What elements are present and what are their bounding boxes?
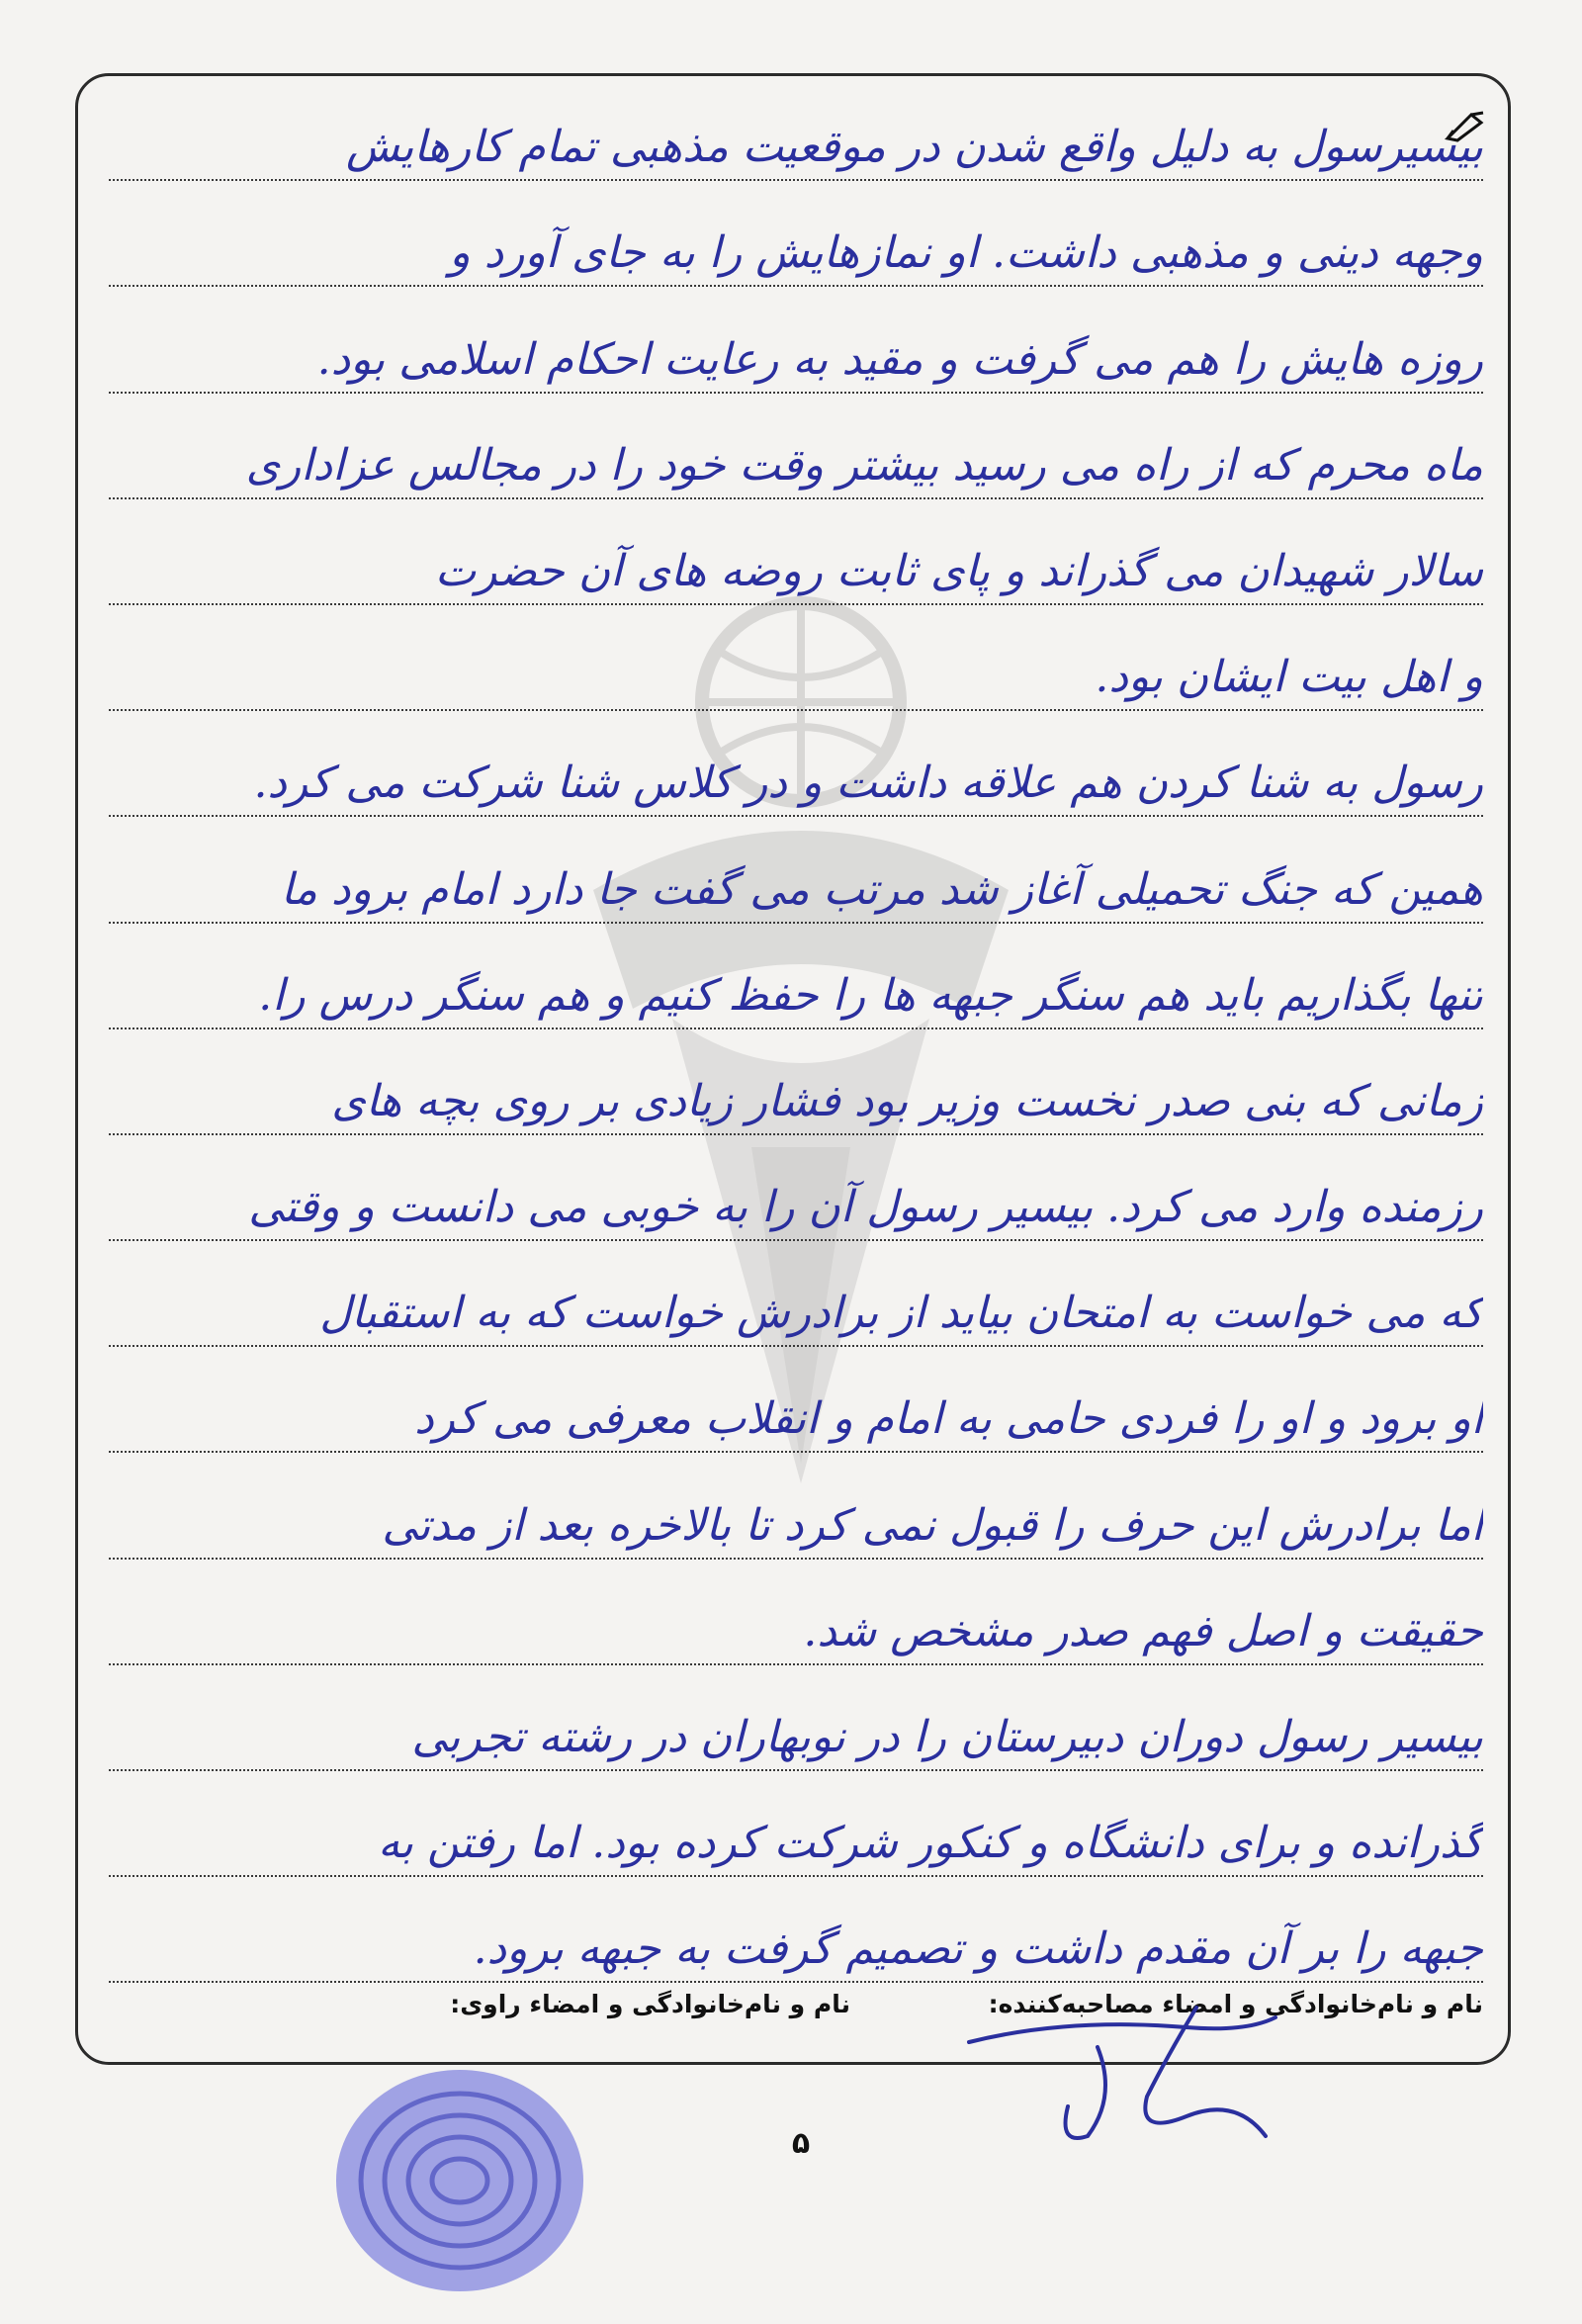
narrator-signature-label: نام و نام‌خانوادگی و امضاء راوی: [450, 1990, 850, 2018]
handwritten-text: همین که جنگ تحمیلی آغاز شد مرتب می گفت جا دارد امام برود ما [280, 863, 1483, 915]
handwritten-text: وجهه دینی و مذهبی داشت. او نمازهایش را به جای آورد و [449, 227, 1483, 279]
handwritten-text: زمانی که بنی صدر نخست وزیر بود فشار زیادی بر روی بچه های [331, 1075, 1483, 1126]
text-line [109, 301, 1483, 406]
handwritten-text: جبهه را بر آن مقدم داشت و تصمیم گرفت به جبهه برود. [473, 1923, 1483, 1975]
handwritten-text: حقیقت و اصل فهم صدر مشخص شد. [803, 1605, 1483, 1656]
text-line [109, 1679, 1483, 1785]
text-line [109, 1785, 1483, 1891]
handwritten-text: بیسیرسول به دلیل واقع شدن در موقعیت مذهبی تمام کارهایش [346, 122, 1483, 173]
text-line [109, 831, 1483, 937]
handwritten-text: رزمنده وارد می کرد. بیسیر رسول آن را به خوبی می دانست و وقتی [248, 1182, 1483, 1233]
handwritten-lines [109, 89, 1483, 1997]
text-line [109, 1043, 1483, 1149]
handwritten-text: گذرانده و برای دانشگاه و کنکور شرکت کرده بود. اما رفتن به [378, 1818, 1483, 1869]
handwritten-text: تنها بگذاریم باید هم سنگر جبهه ها را حفظ کنیم و هم سنگر درس را. [258, 969, 1483, 1021]
text-line [109, 513, 1483, 619]
handwritten-signature [949, 1988, 1305, 2156]
handwritten-text: روزه هایش را هم می گرفت و مقید به رعایت احکام اسلامی بود. [316, 333, 1483, 385]
handwritten-text: ماه محرم که از راه می رسید بیشتر وقت خود را در مجالس عزاداری [245, 439, 1483, 491]
handwritten-text: و اهل بیت ایشان بود. [1095, 652, 1483, 703]
text-line [109, 1255, 1483, 1361]
text-line [109, 407, 1483, 513]
text-line [109, 1361, 1483, 1467]
text-line [109, 938, 1483, 1043]
handwritten-text: اما برادرش این حرف را قبول نمی کرد تا بالاخره بعد از مدتی [382, 1499, 1483, 1551]
interviewer-signature-label: نام و نام‌خانوادگی و امضاء مصاحبه‌کننده: [988, 1990, 1483, 2018]
text-line [109, 195, 1483, 301]
text-line [109, 89, 1483, 195]
text-line [109, 619, 1483, 725]
handwritten-text: رسول به شنا کردن هم علاقه داشت و در کلاس شنا شرکت می کرد. [253, 758, 1483, 809]
text-line [109, 1573, 1483, 1679]
fingerprint-stamp [326, 2057, 593, 2304]
text-line [109, 1891, 1483, 1997]
handwritten-text: او برود و او را فردی حامی به امام و انقلاب معرفی می کرد [414, 1393, 1483, 1445]
handwritten-text: که می خواست به امتحان بیاید از برادرش خواست که به استقبال [319, 1288, 1483, 1339]
page-number: ۵ [791, 2126, 811, 2161]
handwritten-text: بیسیر رسول دوران دبیرستان را در نوبهاران در رشته تجربی [411, 1712, 1483, 1762]
text-line [109, 1149, 1483, 1255]
text-line [109, 725, 1483, 831]
handwritten-text: سالار شهیدان می گذراند و پای ثابت روضه های آن حضرت [434, 545, 1483, 596]
text-line [109, 1467, 1483, 1572]
